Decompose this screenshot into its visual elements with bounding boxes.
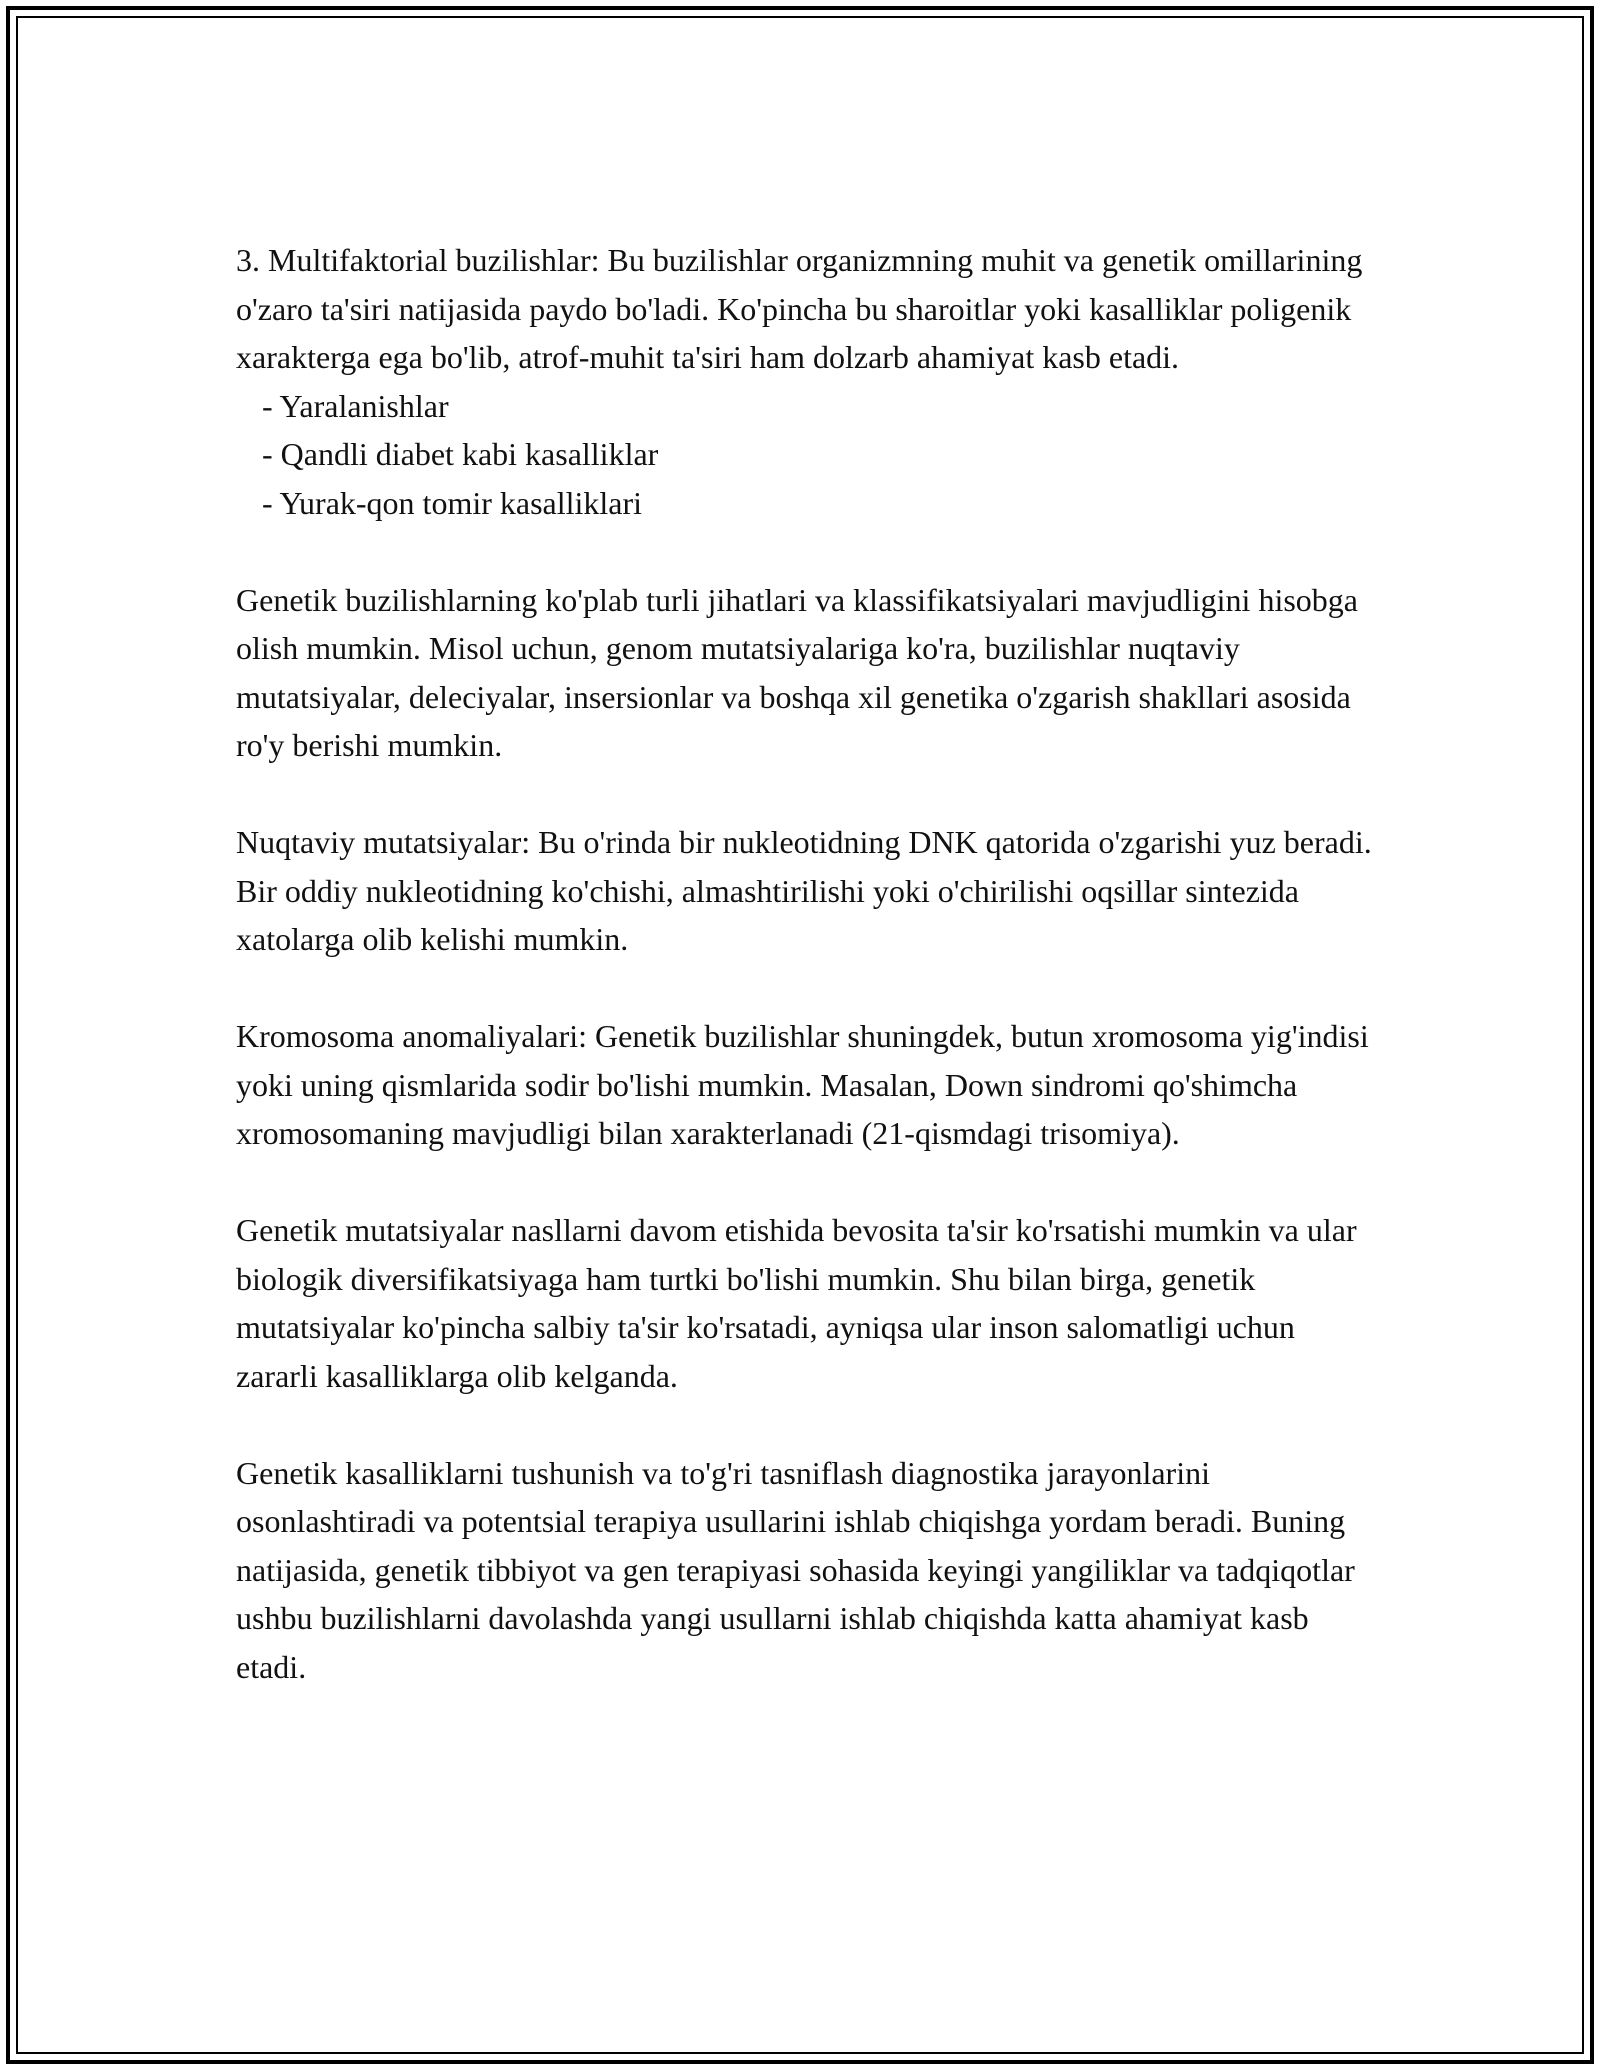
paragraph-chromosome-anomalies: Kromosoma anomaliyalari: Genetik buzilishlar shuningdek, butun xromosoma yig'indisi yoki uning qismlarida sodir bo'lishi mumkin. Masalan, Down sindromi qo'shimcha xromosomaning mavjudligi bilan xarakterlanadi (21-qismdagi trisomiya). bbox=[236, 1018, 1377, 1151]
document-body bbox=[236, 236, 1380, 1691]
list-item: - Yurak-qon tomir kasalliklari bbox=[262, 484, 643, 521]
paragraph-point-mutations: Nuqtaviy mutatsiyalar: Bu o'rinda bir nukleotidning DNK qatorida o'zgarishi yuz beradi. Bir oddiy nukleotidning ko'chishi, almashtirilishi yoki o'chirilishi oqsillar sintezida xatolarga olib kelishi mumkin. bbox=[236, 824, 1380, 957]
paragraph-conclusion: Genetik kasalliklarni tushunish va to'g'ri tasniflash diagnostika jarayonlarini osonlashtiradi va potentsial terapiya usullarini ishlab chiqishga yordam beradi. Buning natijasida, genetik tibbiyot va gen terapiyasi sohasida keyingi yangiliklar va tadqiqotlar ushbu buzilishlarni davolashda yangi usullarni ishlab chiqishda katta ahamiyat kasb etadi. bbox=[236, 1454, 1363, 1685]
paragraph-classifications: Genetik buzilishlarning ko'plab turli jihatlari va klassifikatsiyalari mavjudligini hisobga olish mumkin. Misol uchun, genom mutatsiyalariga ko'ra, buzilishlar nuqtaviy mutatsiyalar, deleciyalar, insersionlar va boshqa xil genetika o'zgarish shakllari asosida ro'y berishi mumkin. bbox=[236, 581, 1366, 763]
paragraph-mutation-effects: Genetik mutatsiyalar nasllarni davom etishida bevosita ta'sir ko'rsatishi mumkin va ular biologik diversifikatsiyaga ham turtki bo'lishi mumkin. Shu bilan birga, genetik mutatsiyalar ko'pincha salbiy ta'sir ko'rsatadi, ayniqsa ular inson salomatligi uchun zararli kasalliklarga olib kelganda. bbox=[236, 1212, 1365, 1394]
list-item: - Qandli diabet kabi kasalliklar bbox=[262, 436, 659, 472]
section-3-intro: 3. Multifaktorial buzilishlar: Bu buzilishlar organizmning muhit va genetik omillarining o'zaro ta'siri natijasida paydo bo'ladi. Ko'pincha bu sharoitlar yoki kasalliklar poligenik xarakterga ega bo'lib, atrof-muhit ta'siri ham dolzarb ahamiyat kasb etadi. bbox=[236, 242, 1371, 375]
list-item: - Yaralanishlar bbox=[262, 387, 449, 424]
section-3-list bbox=[236, 382, 1376, 528]
